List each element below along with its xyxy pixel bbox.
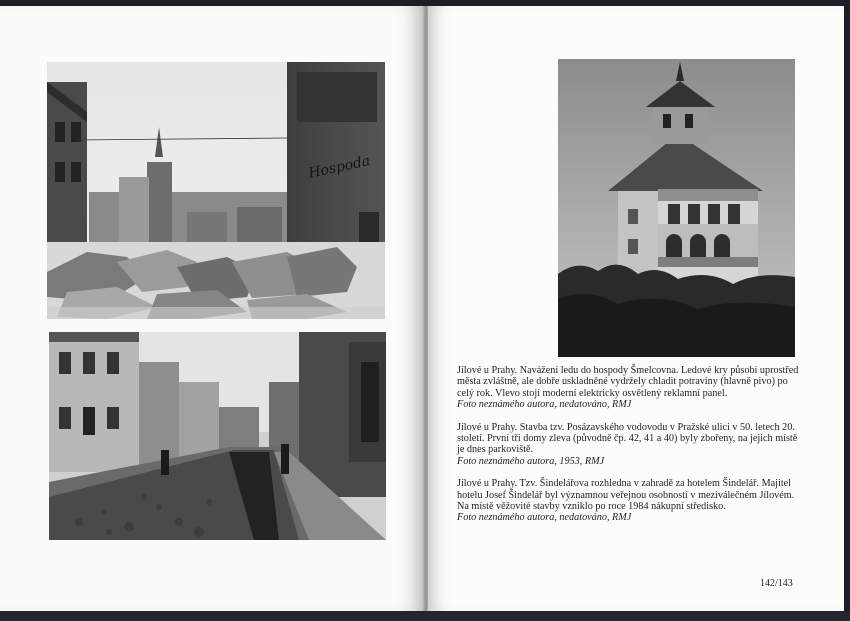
photo-waterworks-construction-image	[49, 332, 386, 540]
left-page	[0, 6, 424, 611]
caption-text: Jílové u Prahy. Navážení ledu do hospody Šmelcovna. Ledové kry působí uprostřed města zvláštně, ale dobře uskladněné vydržely chladit potraviny (hlavně pivo) po celý rok. Vlevo stojí moderní elektricky osvětlený reklamní panel.	[457, 365, 799, 399]
photo-ice-delivery-image	[47, 62, 385, 319]
caption-text: Jílové u Prahy. Tzv. Šindelářova rozhledna v zahradě za hotelem Šindelář. Majitel hotelu Josef Šindelář byl významnou veřejnou osobností v meziválečném Jílovém. Na místě věžovité stavby vzniklo po roce 1984 nákupní středisko.	[457, 478, 795, 513]
caption-credit: Foto neznámého autora, nedatováno, RMJ	[457, 399, 632, 411]
caption-credit: Foto neznámého autora, 1953, RMJ	[457, 455, 605, 467]
page-number: 142/143	[760, 578, 793, 589]
caption-ice-delivery	[457, 365, 805, 411]
photo-lookout-tower-image	[558, 59, 795, 357]
caption-text: Jílové u Prahy. Stavba tzv. Posázavského vodovodu v Pražské ulici v 50. letech 20. století. První tři domy zleva (původně čp. 42, 41 a 40) byly zbořeny, na jejich místě je dnes parkoviště.	[457, 421, 798, 456]
caption-waterworks-construction	[457, 422, 805, 468]
caption-lookout-tower	[457, 478, 805, 524]
photo-waterworks-construction	[49, 332, 386, 540]
captions-block	[457, 365, 805, 535]
book-bottom-edge	[0, 611, 850, 621]
photo-lookout-tower	[558, 59, 795, 357]
caption-credit: Foto neznámého autora, nedatováno, RMJ	[457, 512, 632, 524]
photo-ice-delivery	[47, 62, 385, 319]
shop-sign-text: Hospoda	[307, 153, 372, 182]
